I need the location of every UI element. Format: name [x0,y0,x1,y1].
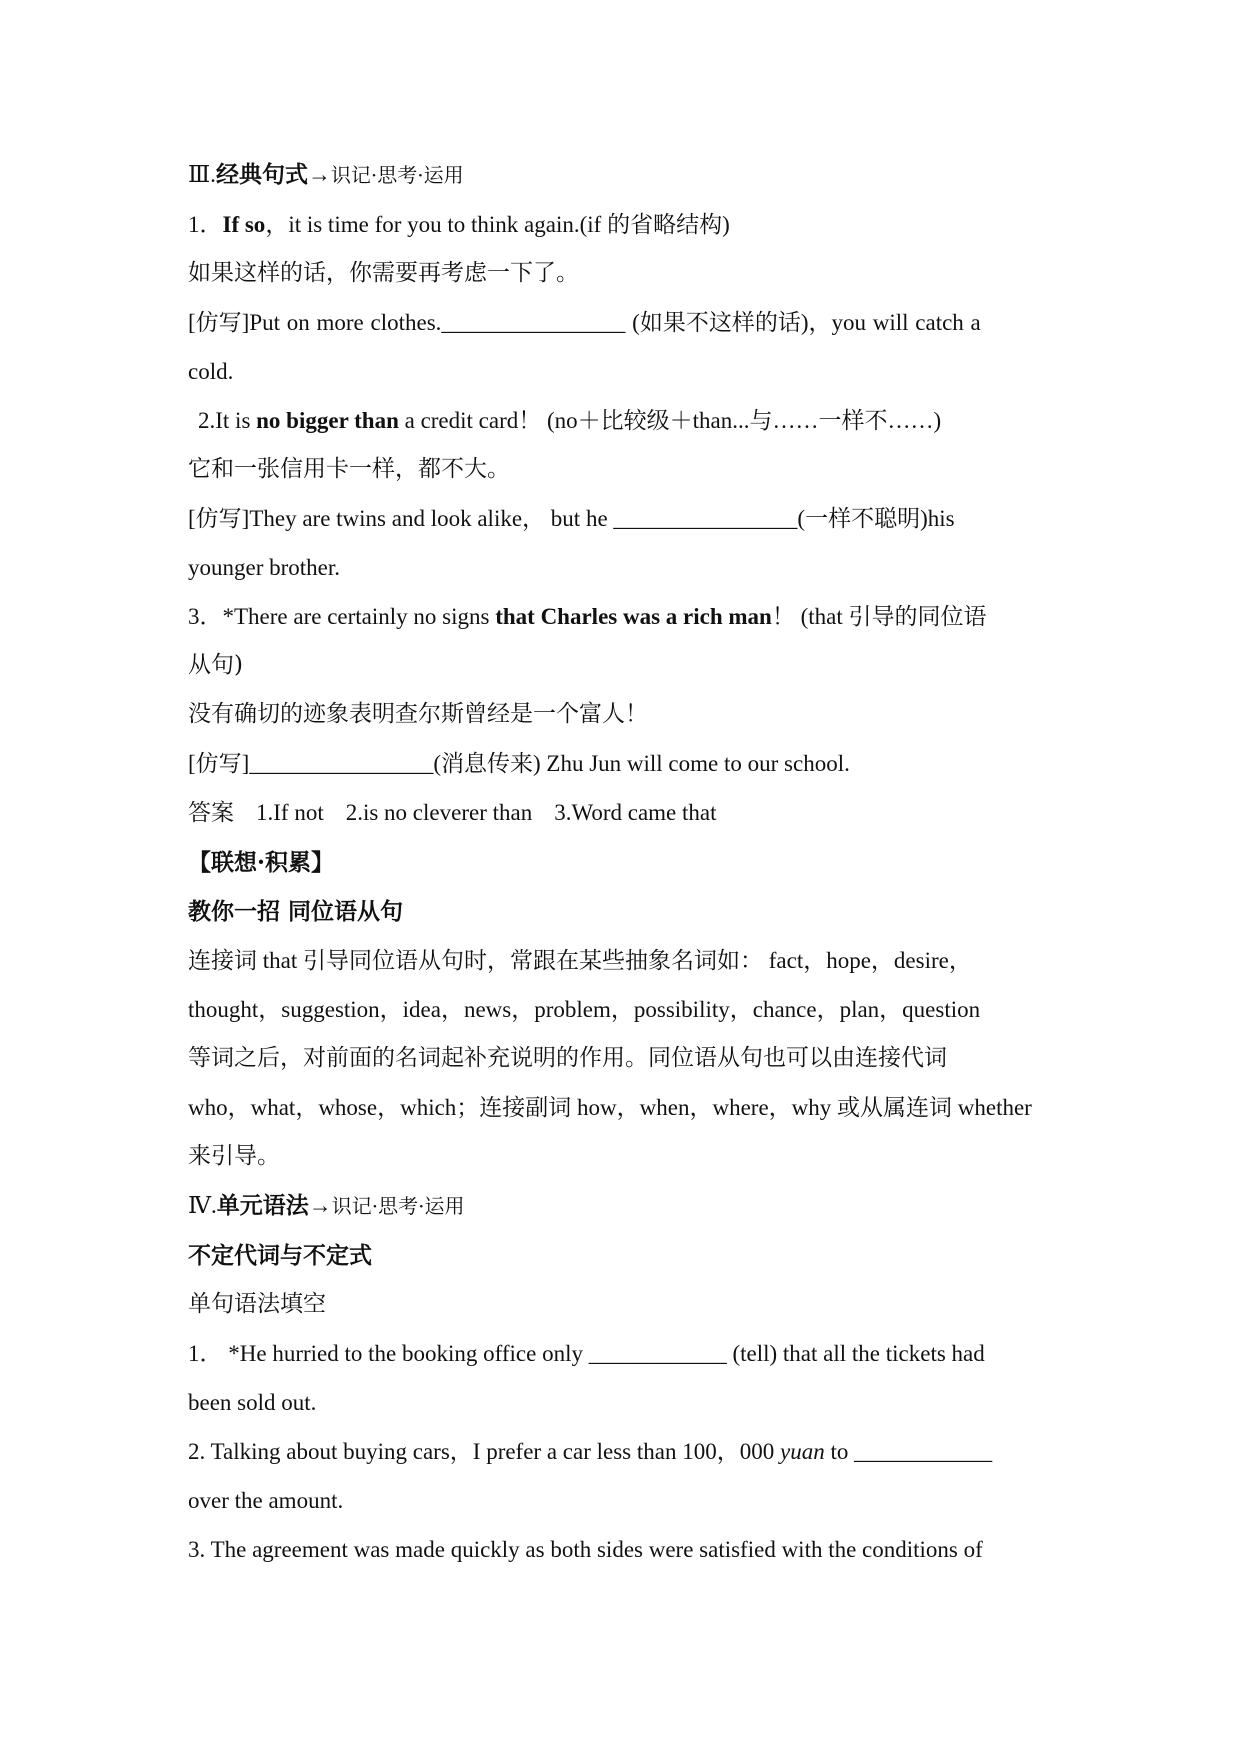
exercise-2-continued: over the amount. [188,1488,344,1513]
item-number: 3． [188,604,223,629]
imitate-label: [仿写] [188,506,250,531]
item-text: ，it is time for you to think again.(if 的省略结构) [265,212,730,237]
exercise-blank: ____________ [854,1439,993,1464]
exercise-2 [188,1427,1058,1476]
item-text-after: ！ (that 引导的同位语 [771,604,987,629]
section-3-heading [188,150,1058,200]
item-1 [188,200,1058,249]
imitate-blank: ________________ [249,751,434,776]
grammar-topic: 不定代词与不定式 [188,1242,372,1269]
tip-heading: 教你一招 同位语从句 [188,898,404,925]
item-key-phrase: that Charles was a rich man [495,604,772,629]
arrow-icon: → [308,1193,332,1218]
tip-paragraph-line-2: thought，suggestion，idea，news，problem，possibility，chance，plan，question [188,997,981,1022]
association-heading: 【联想·积累】 [188,849,335,876]
imitate-label: [仿写] [188,751,250,776]
item-key-phrase: no bigger than [256,408,399,433]
document-page [188,150,1058,1574]
item-3-continued: 从句) [188,652,243,678]
exercise-text: 2. Talking about buying cars，I prefer a car less than 100，000 [188,1439,780,1464]
item-text-after: a credit card！ (no＋比较级＋than...与……一样不……) [398,408,942,433]
imitate-text-after: (一样不聪明)his [797,506,955,531]
imitate-text-after: (如果不这样的话)，you will catch a [625,310,981,335]
exercise-1 [188,1329,1058,1378]
tip-paragraph-line-5: 来引导。 [188,1143,280,1169]
section-roman: Ⅳ. [188,1193,217,1218]
exercise-text: 1． *He hurried to the booking office only [188,1341,589,1366]
exercise-text-after: to [824,1439,855,1464]
imitate-label: [仿写] [188,310,250,335]
section-roman: Ⅲ. [188,162,216,187]
item-1-translation: 如果这样的话，你需要再考虑一下了。 [188,260,579,286]
answer-3: 3.Word came that [554,800,717,825]
section-subtitle: 识记·思考·运用 [331,1194,465,1218]
item-2-imitate [188,494,1058,543]
item-1-imitate [188,298,1058,347]
imitate-text: They are twins and look alike， but he [249,506,614,531]
exercise-3: 3. The agreement was made quickly as both sides were satisfied with the conditions of [188,1537,983,1562]
item-number: 1． [188,212,223,237]
tip-paragraph-line-3: 等词之后，对前面的名词起补充说明的作用。同位语从句也可以由连接代词 [188,1045,947,1071]
exercise-title: 单句语法填空 [188,1291,326,1317]
item-text: *There are certainly no signs [222,604,496,629]
answers-label: 答案 [188,800,234,826]
exercise-blank: ____________ [588,1341,727,1366]
answer-1: 1.If not [256,800,324,825]
exercise-text-after: (tell) that all the tickets had [726,1341,985,1366]
item-3 [188,592,1058,641]
section-title: 经典句式 [215,161,308,188]
answer-2: 2.is no cleverer than [345,800,533,825]
exercise-italic-word: yuan [779,1439,825,1464]
imitate-blank: ________________ [441,310,626,335]
item-number: 2. [198,408,216,433]
item-1-imitate-continued: cold. [188,359,234,384]
item-2 [188,396,1058,445]
item-2-translation: 它和一张信用卡一样，都不大。 [188,456,510,482]
imitate-blank: ________________ [613,506,798,531]
tip-paragraph-line-4: who，what，whose，which；连接副词 how，when，where，why 或从属连词 whether [188,1095,1032,1120]
tip-paragraph-line-1: 连接词 that 引导同位语从句时，常跟在某些抽象名词如： fact，hope，desire， [188,948,972,973]
item-2-imitate-continued: younger brother. [188,555,341,580]
imitate-text: Put on more clothes. [249,310,442,335]
imitate-text-after: (消息传来) Zhu Jun will come to our school. [433,751,850,776]
item-text: It is [215,408,257,433]
arrow-icon: → [307,162,331,187]
answers [188,788,1058,838]
item-3-imitate [188,739,1058,788]
section-subtitle: 识记·思考·运用 [330,163,464,187]
section-title: 单元语法 [216,1192,309,1219]
item-key-phrase: If so [222,212,266,237]
item-3-translation: 没有确切的迹象表明查尔斯曾经是一个富人！ [188,701,648,727]
section-4-heading [188,1181,1058,1231]
exercise-1-continued: been sold out. [188,1390,317,1415]
